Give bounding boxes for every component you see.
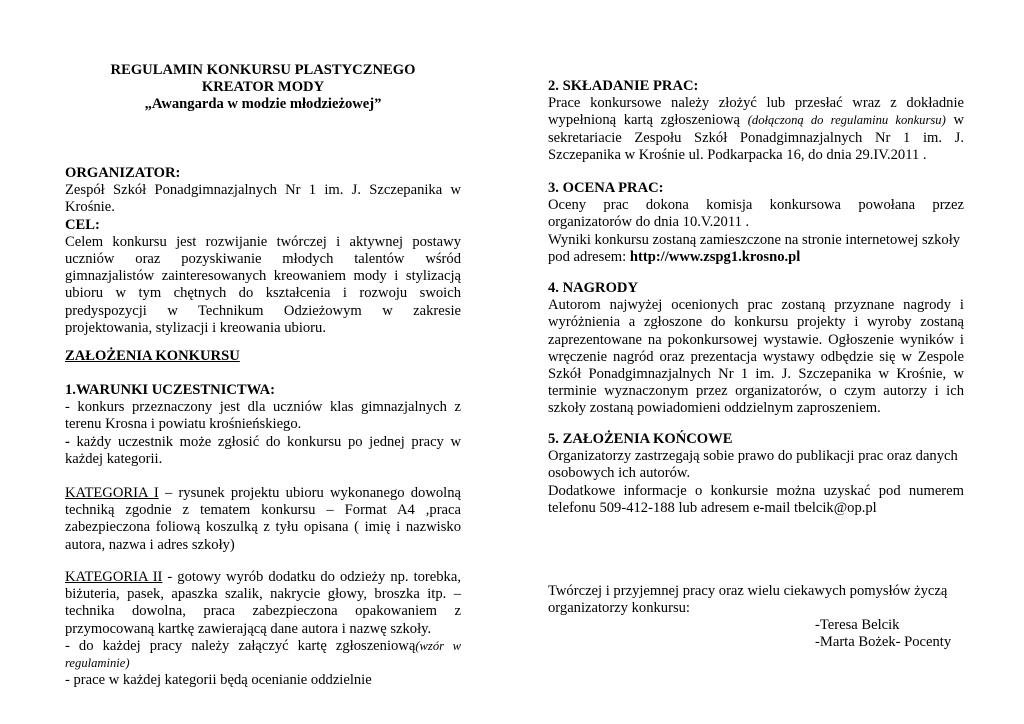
submission-text-b: w sekretariacie Zespołu Szkół Ponadgimnazjalnych Nr 1 im. J. Szczepanika w Krośnie ul. Podkarpacka 16, do dnia 29.IV.2011 . [548,112,964,163]
goal-text: Celem konkursu jest rozwijanie twórczej i aktywnej postawy uczniów oraz pozyskiwanie młodych talentów wśród gimnazjalistów zainteresowanych kreowaniem mody i stylizacją ubioru w tym chętnych do kształcenia i rozwoju swoich predyspozycji w Technikum Odzieżowym w zakresie projektowania, stylizacji i kreowania ubioru. [65,233,461,336]
category-1-text: – rysunek projektu ubioru wykonanego dowolną techniką zgodnie z tematem konkursu – Format A4 ,praca zabezpieczona foliową koszulką z tyłu opisana ( imię i nazwisko autora, nazwa i adres szkoły) [65,485,461,553]
submission-text-a: Prace konkursowe należy złożyć lub przesłać wraz z dokładnie wypełnioną kartą zgłoszeniową [548,95,964,129]
final-provisions-text: Organizatorzy zastrzegają sobie prawo do publikacji prac oraz danych osobowych ich autorów. [548,448,958,482]
participation-section [65,382,461,468]
category-2-section [65,569,461,689]
awards-section [548,280,964,418]
title-line-1: REGULAMIN KONKURSU PLASTYCZNEGO [110,62,416,78]
participation-item-2 [65,434,461,468]
organizer-text: Zespół Szkół Ponadgimnazjalnych Nr 1 im. J. Szczepanika w Krośnie. [65,182,461,216]
awards-heading: 4. NAGRODY [548,280,638,296]
evaluation-section [548,180,964,266]
participation-item-2-text: każdy uczestnik może zgłosić do konkursu po jednej pracy w każdej kategorii. [65,433,461,467]
results-text: Wyniki konkursu zostaną zamieszczone na stronie internetowej szkoły pod adresem: [548,231,961,265]
category-1-label: KATEGORIA I [65,485,159,501]
participation-heading: 1.WARUNKI UCZESTNICTWA: [65,382,276,398]
evaluation-heading: 3. OCENA PRAC: [548,180,664,196]
title-line-3: „Awangarda w modzie młodzieżowej” [144,96,382,113]
category-1-section [65,485,461,554]
closing-section [548,583,964,617]
title-line-2: KREATOR MODY [201,79,325,96]
signer-1: -Teresa Belcik [815,617,900,633]
final-provisions-section [548,431,964,517]
document-title [65,62,461,114]
organizer-section [65,165,461,337]
final-provisions-heading: 5. ZAŁOŻENIA KOŃCOWE [548,431,733,447]
category-2-note-2: - prace w każdej kategorii będą ocenianie oddzielnie [65,672,372,689]
assumptions-heading: ZAŁOŻENIA KONKURSU [65,348,240,364]
participation-item-2-dash: - [65,433,70,450]
goal-heading: CEL: [65,216,100,233]
closing-text: Twórczej i przyjemnej pracy oraz wielu ciekawych pomysłów życzą organizatorzy konkursu: [548,583,948,617]
category-2-note-1: - do każdej pracy należy załączyć kartę zgłoszeniową [65,637,416,654]
submission-text-italic: (dołączoną do regulaminu konkursu) [747,113,946,128]
submission-heading: 2. SKŁADANIE PRAC: [548,78,699,94]
awards-text: Autorom najwyżej ocenionych prac zostaną przyznane nagrody i wyróżnienia a zgłoszone do konkursu projekty i wyroby zostaną zaprezentowane na pokonkursowej wystawie. Ogłoszenie wyników i wręczenie nagród oraz prezentacja wystawy odbędzie się w Zespole Szkół Ponadgimnazjalnych Nr 1 im. J. Szczepanika w Krośnie, w terminie wyznaczonym przez organizatorów, o czym autorzy i ich szkoły zostaną powiadomieni oddzielnym zaproszeniem. [548,297,964,417]
organizer-heading: ORGANIZATOR: [65,165,181,181]
category-2-text: - gotowy wyrób dodatku do odzieży np. torebka, biżuteria, pasek, apaszka szalik, nakrycie głowy, broszka itp. – technika dowolna, praca zabezpieczona opakowaniem z przymocowaną kartkę zawierającą dane autora i nazwę szkoły. [65,569,461,637]
signer-2: -Marta Bożek- Pocenty [815,634,952,650]
submission-section [548,78,964,164]
participation-item-1: - konkurs przeznaczony jest dla uczniów klas gimnazjalnych z terenu Krosna i powiatu krośnieńskiego. [65,399,461,433]
category-2-label: KATEGORIA II [65,569,163,585]
contact-info-text: Dodatkowe informacje o konkursie można uzyskać pod numerem telefonu 509-412-188 lub adresem e-mail tbelcik@op.pl [548,482,964,516]
assumptions-heading-block [65,348,461,365]
category-2-note-1-italic: (wzór w regulaminie) [65,638,461,671]
evaluation-text: Oceny prac dokona komisja konkursowa powołana przez organizatorów do dnia 10.V.2011 . [548,197,964,231]
school-website-link[interactable]: http://www.zspg1.krosno.pl [629,248,801,265]
